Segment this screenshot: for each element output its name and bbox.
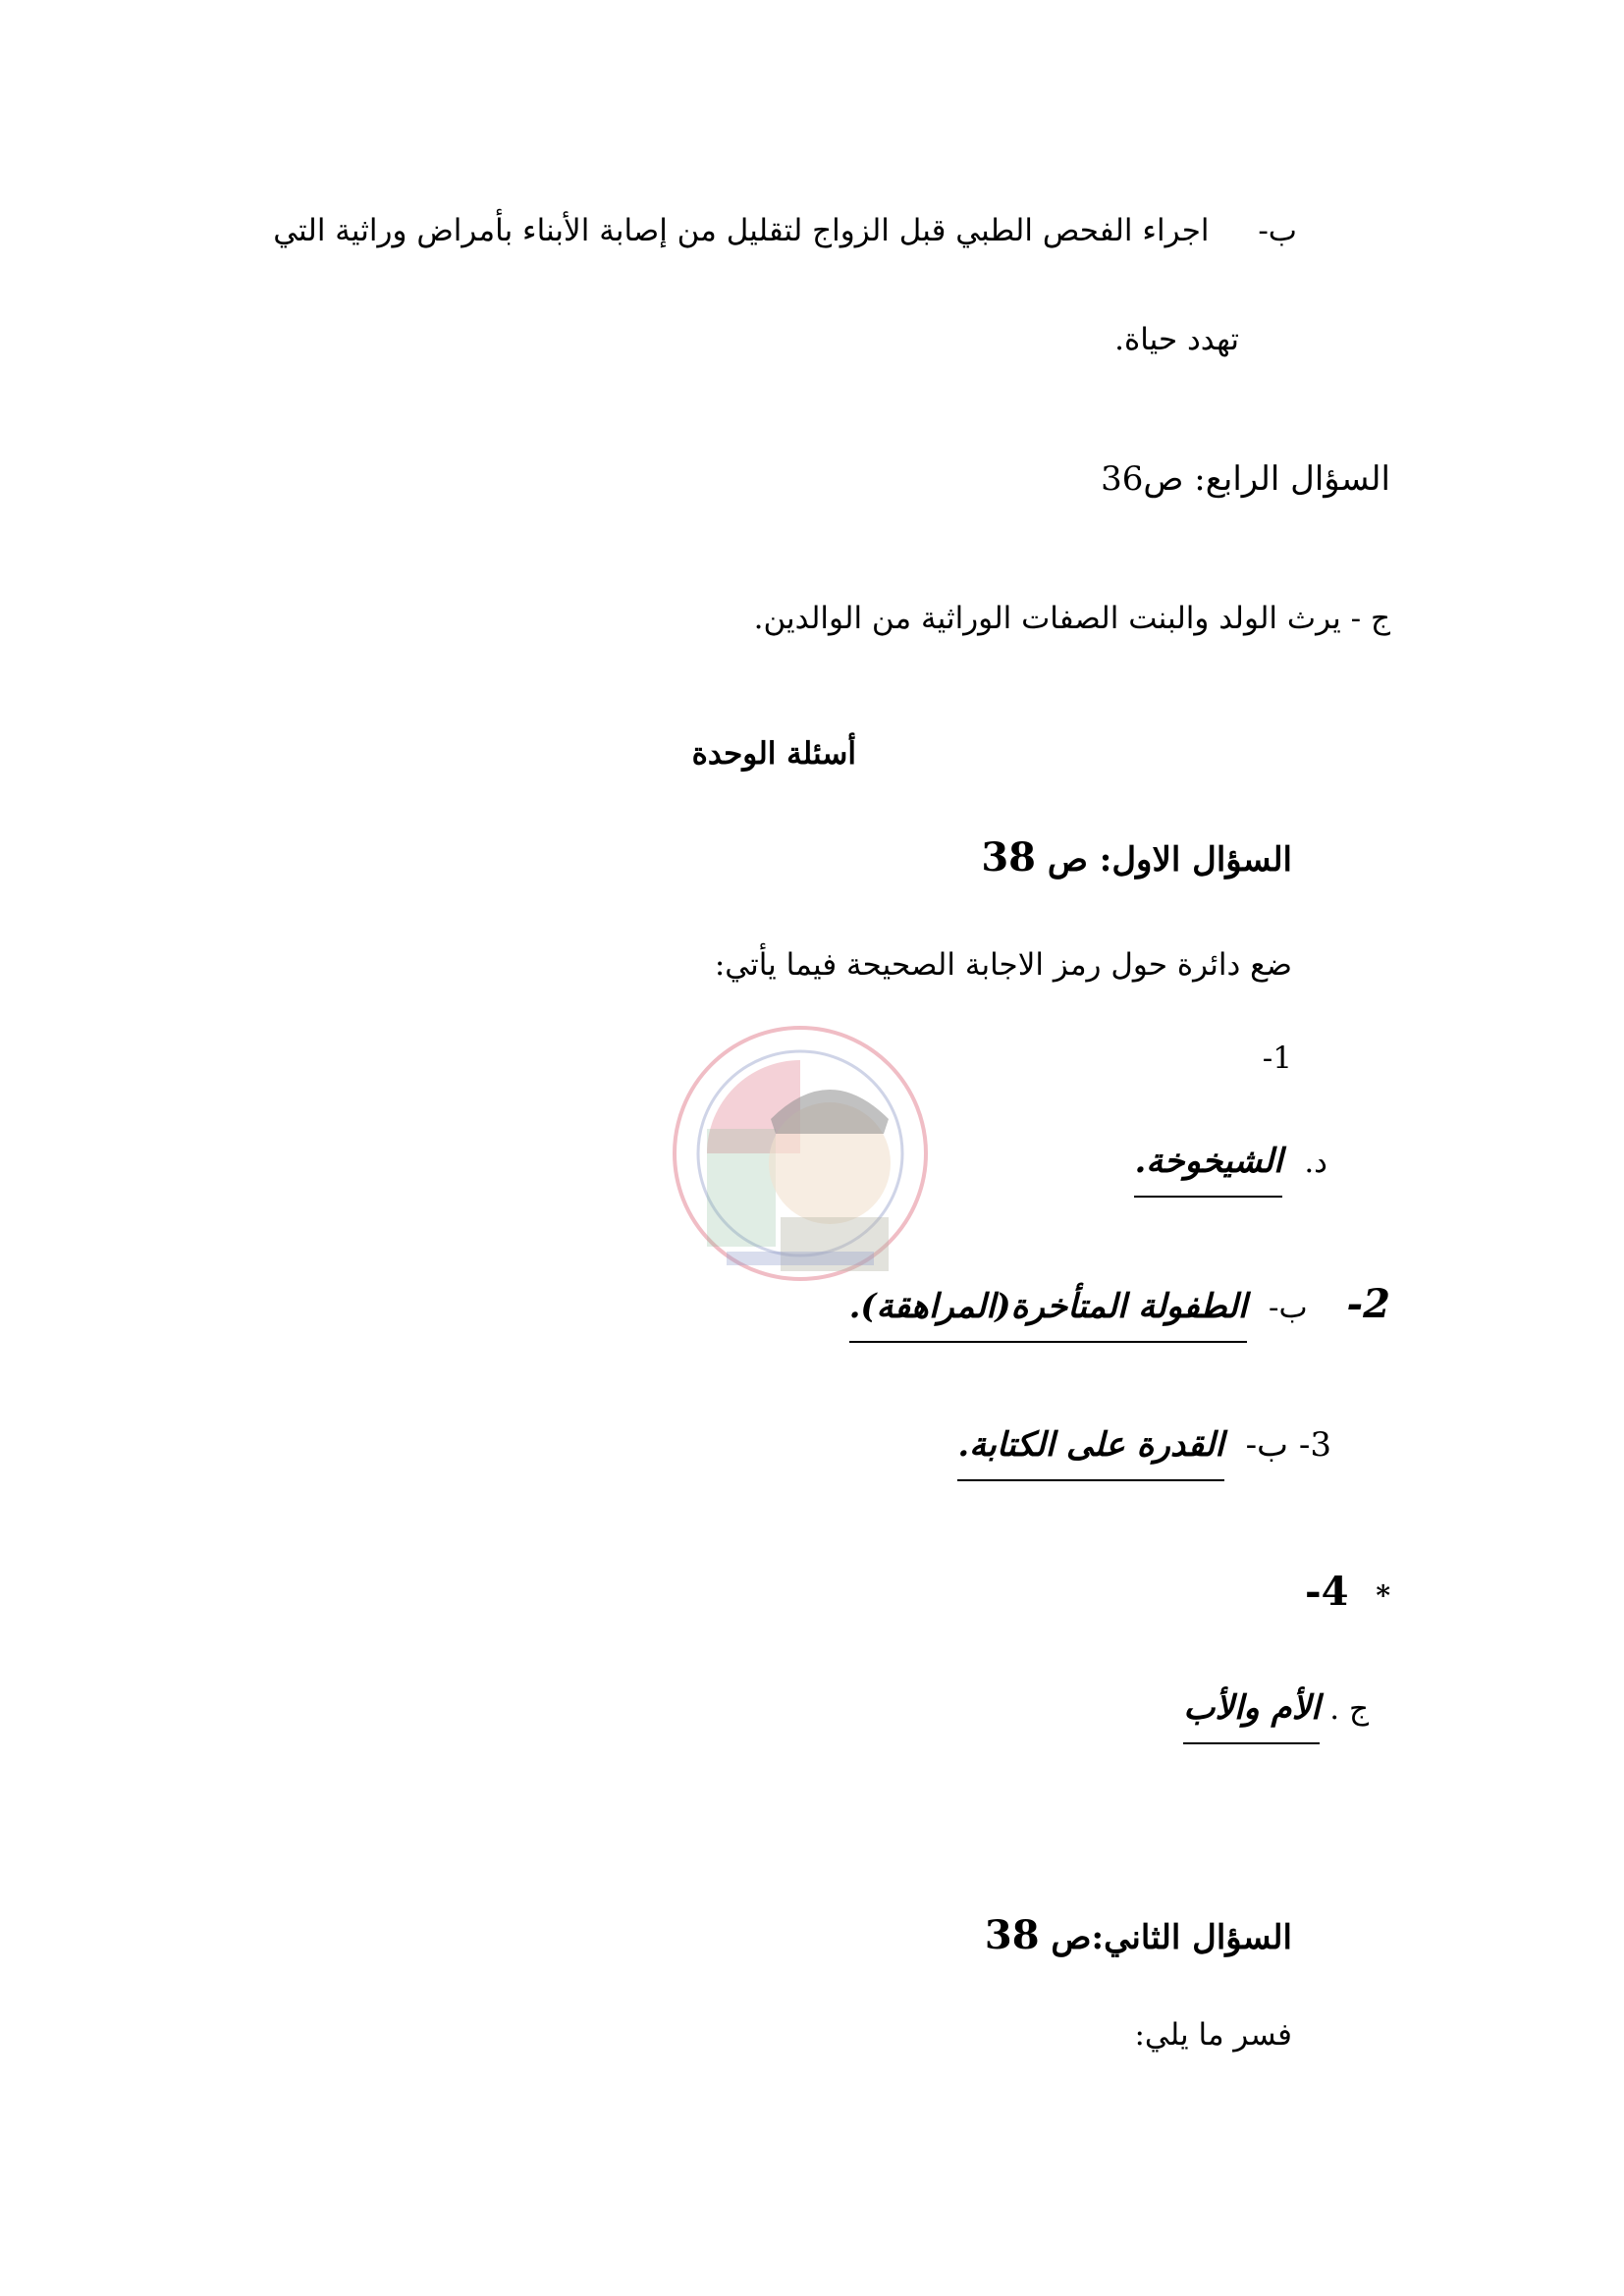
question-1-page: 38 (981, 834, 1037, 881)
item-2-answer-line (849, 1281, 1390, 1343)
question-1-label: السؤال الاول: ص (1047, 840, 1292, 880)
item-3-answer: القدرة على الكتابة. (957, 1425, 1223, 1481)
item-1-number: 1- (1262, 1041, 1292, 1076)
item-4-star: * (1376, 1579, 1390, 1612)
item-4-prefix: ج . (1329, 1691, 1369, 1727)
item-4-answer: الأم والأب (1183, 1688, 1320, 1744)
question-1-instruction: ضع دائرة حول رمز الاجابة الصحيحة فيما يأتي: (714, 947, 1292, 983)
answer-b-text: اجراء الفحص الطبي قبل الزواج لتقليل من إصابة الأبناء بأمراض وراثية التي (273, 213, 1210, 248)
item-3-prefix: 3- ب- (1245, 1425, 1331, 1465)
item-4-number-line (1305, 1569, 1390, 1616)
unit-questions-heading: أسئلة الوحدة (691, 736, 856, 772)
question-2-page: 38 (984, 1912, 1040, 1958)
question-2-title (985, 1912, 1292, 1959)
watermark-seal (668, 1021, 933, 1286)
question-1-title (981, 834, 1292, 881)
item-1-prefix: د. (1304, 1145, 1327, 1180)
answer-b-prefix: ب- (1258, 213, 1297, 248)
answer-b-continuation: تهدد حياة. (1114, 322, 1239, 357)
question-2-instruction: فسر ما يلي: (1134, 2017, 1292, 2053)
question-2-label: السؤال الثاني:ص (1051, 1918, 1292, 1957)
item-1-answer: الشيخوخة. (1134, 1142, 1282, 1198)
question-4-answer: ج - يرث الولد والبنت الصفات الوراثية من الوالدين. (753, 601, 1390, 636)
item-2-answer: الطفولة المتأخرة(المراهقة). (849, 1287, 1248, 1343)
question-4-title: السؤال الرابع: ص36 (1101, 459, 1390, 499)
item-4-answer-line (1183, 1688, 1369, 1744)
item-3-answer-line (957, 1425, 1331, 1481)
answer-b-line (273, 213, 1297, 249)
item-2-number: 2- (1346, 1281, 1390, 1327)
item-1-answer-line (1134, 1142, 1327, 1198)
item-4-number: 4- (1305, 1569, 1349, 1615)
item-2-prefix: ب- (1269, 1290, 1308, 1325)
